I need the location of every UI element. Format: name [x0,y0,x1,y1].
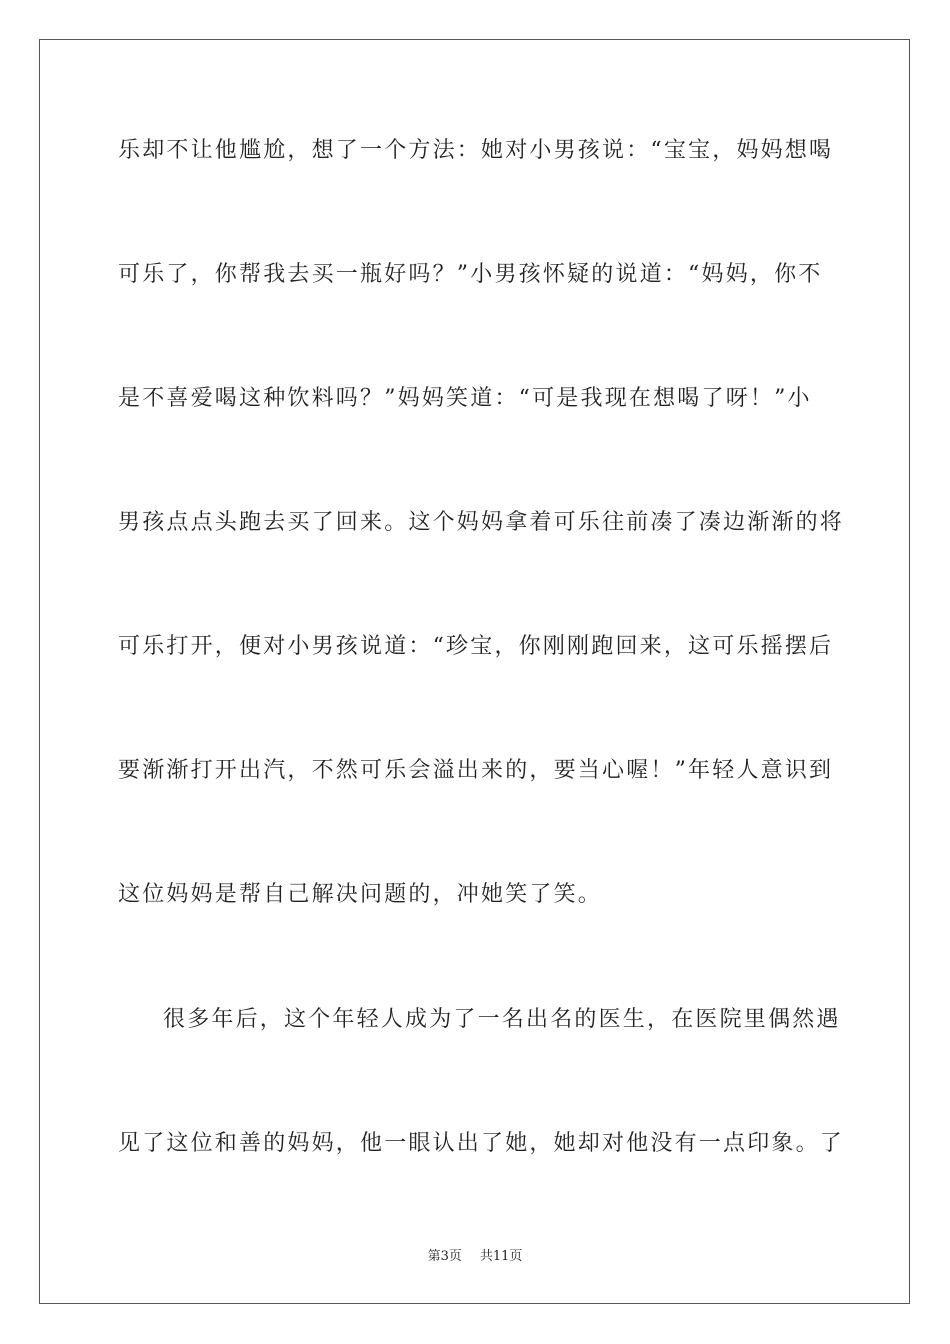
paragraph-first-line: 很多年后，这个年轻人成为了一名出名的医生，在医院里偶然遇 [163,1007,841,1032]
page-footer [0,1248,950,1266]
text-line: 是不喜爱喝这种饮料吗？”妈妈笑道：“可是我现在想喝了呀！”小 [118,386,812,411]
text-line: 乐却不让他尴尬，想了一个方法：她对小男孩说：“宝宝，妈妈想喝 [118,138,834,163]
page-border [39,39,910,1304]
text-line: 要渐渐打开出汽，不然可乐会溢出来的，要当心喔！”年轻人意识到 [118,758,834,783]
text-line: 见了这位和善的妈妈，他一眼认出了她，她却对他没有一点印象。了 [118,1131,845,1156]
page-total: 共11页 [479,1249,523,1264]
text-line: 可乐了，你帮我去买一瓶好吗？”小男孩怀疑的说道：“妈妈，你不 [118,262,823,287]
text-line: 可乐打开，便对小男孩说道：“珍宝，你刚刚跑回来，这可乐摇摆后 [118,634,834,659]
text-line: 男孩点点头跑去买了回来。这个妈妈拿着可乐往前凑了凑边渐渐的将 [118,510,845,535]
text-line: 这位妈妈是帮自己解决问题的，冲她笑了笑。 [118,882,603,907]
page-number: 第3页 [427,1249,462,1264]
